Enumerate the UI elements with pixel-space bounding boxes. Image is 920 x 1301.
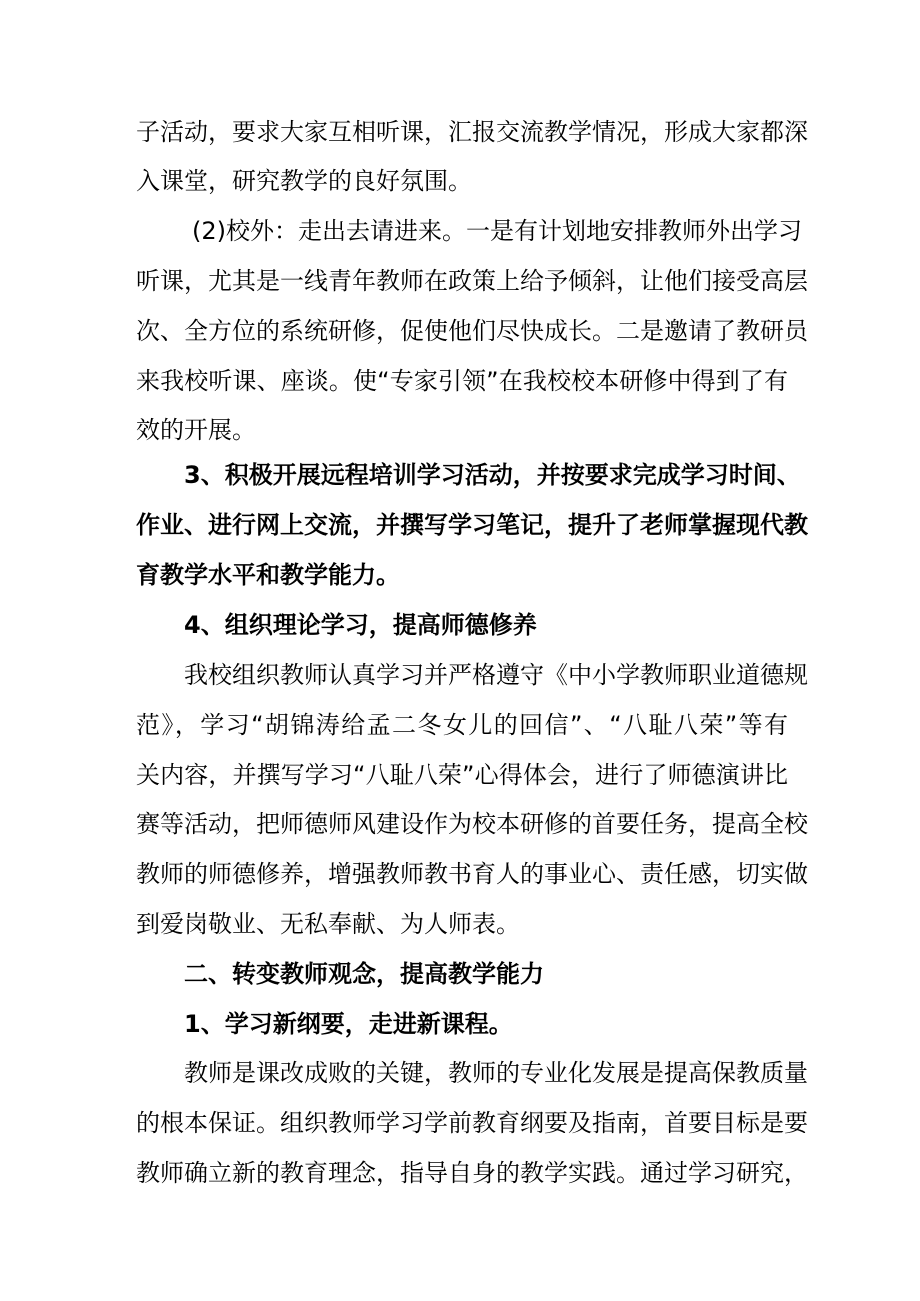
paragraph-line: 次、全方位的系统研修，促使他们尽快成长。二是邀请了教研员 xyxy=(136,317,808,345)
section-heading: 4、组织理论学习，提高师德修养 xyxy=(184,611,537,639)
paragraph-line: 赛等活动，把师德师风建设作为校本研修的首要任务，提高全校 xyxy=(136,810,808,838)
paragraph-line: 范》，学习“胡锦涛给孟二冬女儿的回信”、“八耻八荣”等有 xyxy=(136,711,788,739)
paragraph-line: 教师是课改成败的关键，教师的专业化发展是提高保教质量 xyxy=(184,1059,808,1087)
paragraph-line: 入课堂，研究教学的良好氛围。 xyxy=(136,167,472,195)
paragraph-line: 关内容，并撰写学习“八耻八荣”心得体会，进行了师德演讲比 xyxy=(136,761,788,789)
paragraph-line: 听课，尤其是一线青年教师在政策上给予倾斜，让他们接受高层 xyxy=(136,267,808,295)
bold-paragraph-line: 作业、进行网上交流，并撰写学习笔记，提升了老师掌握现代教 xyxy=(136,511,808,539)
paragraph-line: 子活动，要求大家互相听课，汇报交流教学情况，形成大家都深 xyxy=(136,118,808,146)
paragraph-line: 的根本保证。组织教师学习学前教育纲要及指南，首要目标是要 xyxy=(136,1109,808,1137)
paragraph-line: 效的开展。 xyxy=(136,416,256,444)
paragraph-line: 教师确立新的教育理念，指导自身的教学实践。通过学习研究， xyxy=(136,1159,808,1187)
bold-paragraph-line: 育教学水平和教学能力。 xyxy=(136,561,400,589)
bold-paragraph-line: 3、积极开展远程培训学习活动，并按要求完成学习时间、 xyxy=(184,461,801,489)
paragraph-line: 我校组织教师认真学习并严格遵守《中小学教师职业道德规 xyxy=(184,661,808,689)
paragraph-line: 到爱岗敬业、无私奉献、为人师表。 xyxy=(136,910,520,938)
paragraph-line: 教师的师德修养，增强教师教书育人的事业心、责任感，切实做 xyxy=(136,860,808,888)
section-heading: 二、转变教师观念，提高教学能力 xyxy=(184,960,544,988)
paragraph-line: (2)校外：走出去请进来。一是有计划地安排教师外出学习 xyxy=(192,217,802,245)
paragraph-line: 来我校听课、座谈。使“专家引领”在我校校本研修中得到了有 xyxy=(136,367,788,395)
subsection-heading: 1、学习新纲要，走进新课程。 xyxy=(184,1010,513,1038)
